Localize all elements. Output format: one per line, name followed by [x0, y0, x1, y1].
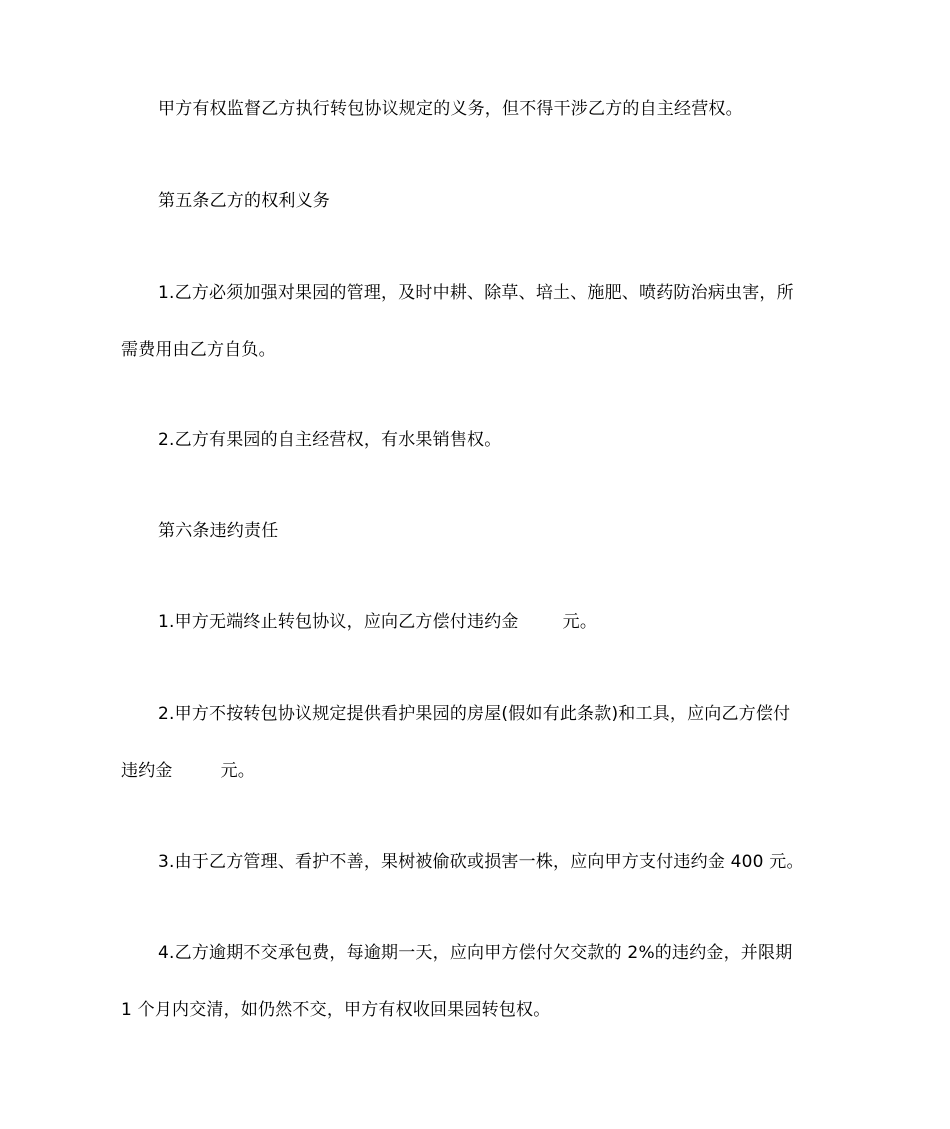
paragraph-text: 1.甲方无端终止转包协议，应向乙方偿付违约金: [158, 612, 519, 632]
article-6-clause-1: [158, 610, 597, 634]
article-6-heading: [158, 519, 278, 543]
paragraph-text: 甲方有权监督乙方执行转包协议规定的义务，但不得干涉乙方的自主经营权。: [158, 99, 743, 119]
paragraph-text-suffix: 元。: [220, 761, 256, 781]
paragraph-text: 4.乙方逾期不交承包费，每逾期一天，应向甲方偿付欠交款的 2%的违约金，并限期: [158, 943, 793, 963]
paragraph-text-suffix: 元。: [562, 612, 598, 632]
paragraph-text: 1 个月内交清，如仍然不交，甲方有权收回果园转包权。: [121, 1000, 551, 1020]
paragraph-text: 需费用由乙方自负。: [121, 340, 276, 360]
paragraph-text: 2.甲方不按转包协议规定提供看护果园的房屋(假如有此条款)和工具，应向乙方偿付: [158, 704, 791, 724]
paragraph-text: 违约金: [121, 761, 173, 781]
heading-text: 第五条乙方的权利义务: [158, 191, 330, 211]
article-6-clause-4-line-2: [121, 998, 550, 1022]
paragraph-text: 1.乙方必须加强对果园的管理，及时中耕、除草、培土、施肥、喷药防治病虫害，所: [158, 283, 794, 303]
article-6-clause-2-line-2: [121, 759, 255, 783]
article-5-clause-2: [158, 428, 501, 452]
heading-text: 第六条违约责任: [158, 521, 279, 541]
paragraph-text: 3.由于乙方管理、看护不善，果树被偷砍或损害一株，应向甲方支付违约金 400 元。: [158, 852, 804, 872]
paragraph-text: 2.乙方有果园的自主经营权，有水果销售权。: [158, 430, 502, 450]
article-6-clause-4-line-1: [158, 941, 792, 965]
paragraph-supervision-right: [158, 97, 743, 121]
article-5-clause-1-line-1: [158, 281, 794, 305]
article-6-clause-3: [158, 850, 804, 874]
article-5-heading: [158, 189, 330, 213]
article-6-clause-2-line-1: [158, 702, 790, 726]
article-5-clause-1-line-2: [121, 338, 276, 362]
